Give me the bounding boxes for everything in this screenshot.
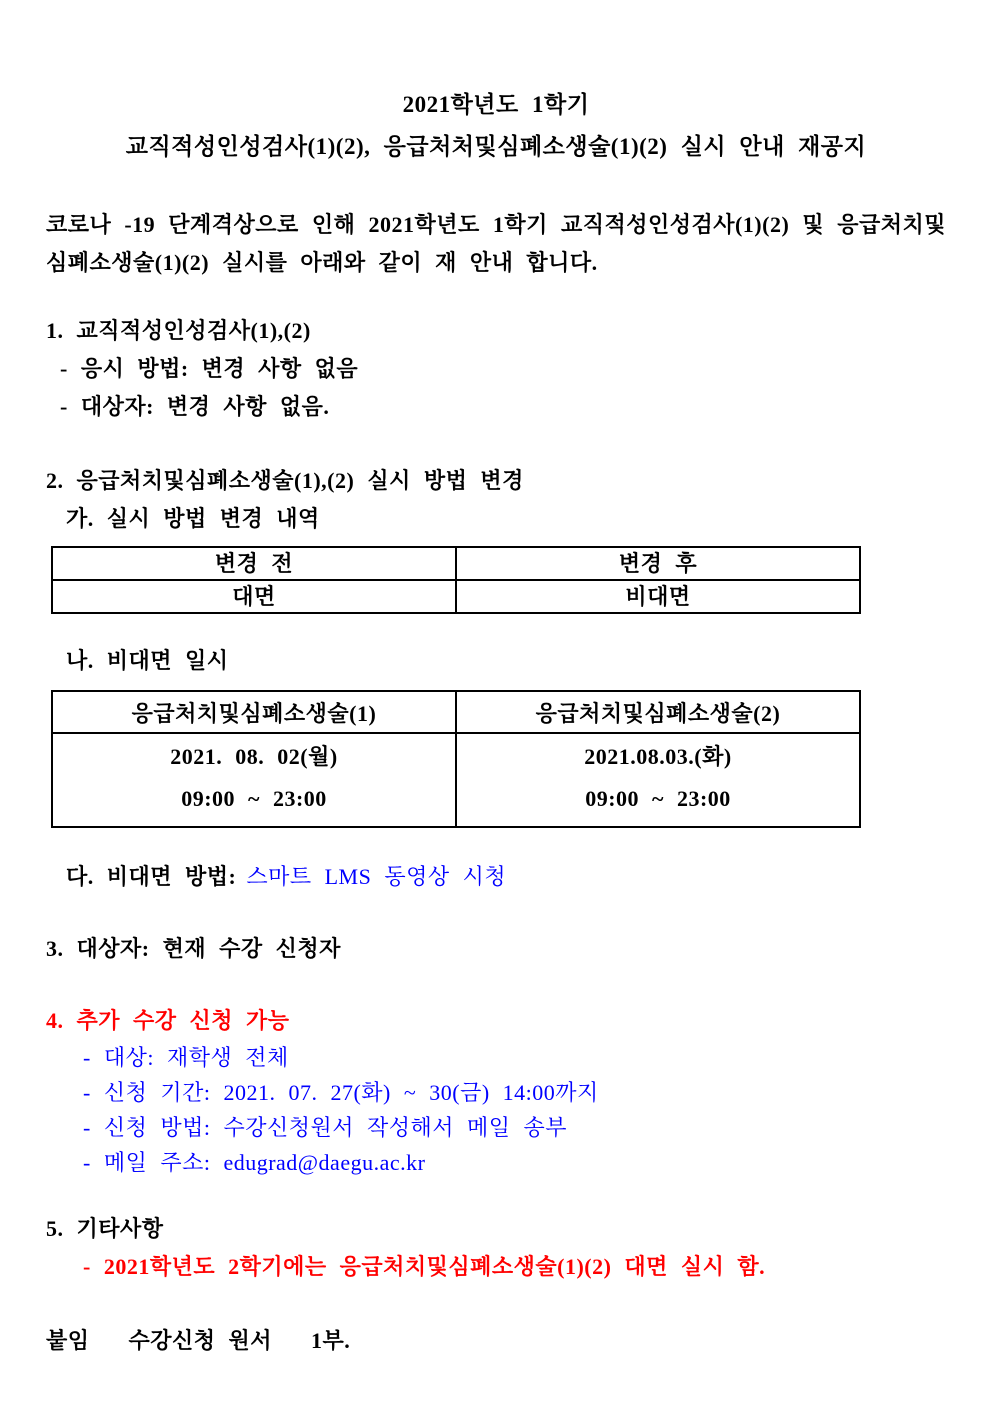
attachment-note: 붙임 수강신청 원서 1부. <box>46 1328 351 1353</box>
subsection-da-label: 다. 비대면 방법: <box>66 864 237 889</box>
intro-paragraph: 코로나 -19 단계격상으로 인해 2021학년도 1학기 교직적성인성검사(1)(2) 및 응급처치및심폐소생술(1)(2) 실시를 아래와 같이 재 안내 합니다. <box>46 212 946 275</box>
section-5-item-notice: - 2021학년도 2학기에는 응급처치및심폐소생술(1)(2) 대면 실시 함. <box>83 1254 766 1279</box>
subsection-na-heading: 나. 비대면 일시 <box>66 648 229 673</box>
change-table-header-row <box>52 547 860 580</box>
course1-time: 09:00 ~ 23:00 <box>181 786 327 811</box>
section-4-item-period: - 신청 기간: 2021. 07. 27(화) ~ 30(금) 14:00까지 <box>83 1080 599 1105</box>
section-1-item-target: - 대상자: 변경 사항 없음. <box>60 394 330 419</box>
schedule-table-header-course1: 응급처치및심폐소생술(1) <box>52 691 456 733</box>
schedule-table-cell-course2 <box>456 733 860 827</box>
section-1-heading: 1. 교직적성인성검사(1),(2) <box>46 318 311 343</box>
schedule-table <box>51 690 861 828</box>
section-4-item-method: - 신청 방법: 수강신청원서 작성해서 메일 송부 <box>83 1115 567 1140</box>
document-title-line1: 2021학년도 1학기 <box>402 92 590 117</box>
change-table-header-before: 변경 전 <box>52 547 456 580</box>
section-1-item-exam-method: - 응시 방법: 변경 사항 없음 <box>60 356 359 381</box>
subsection-ga-heading: 가. 실시 방법 변경 내역 <box>66 506 320 531</box>
section-3-heading: 3. 대상자: 현재 수강 신청자 <box>46 936 341 961</box>
schedule-table-cell-course1 <box>52 733 456 827</box>
section-2-heading: 2. 응급처치및심폐소생술(1),(2) 실시 방법 변경 <box>46 468 524 493</box>
document-title-line2: 교직적성인성검사(1)(2), 응급처처및심폐소생술(1)(2) 실시 안내 재공지 <box>125 134 867 159</box>
section-4-heading: 4. 추가 수강 신청 가능 <box>46 1008 290 1033</box>
subsection-da-line <box>66 858 946 896</box>
schedule-table-data-row <box>52 733 860 827</box>
change-table-header-after: 변경 후 <box>456 547 860 580</box>
subsection-da-value: 스마트 LMS 동영상 시청 <box>246 864 507 889</box>
schedule-table-header-row <box>52 691 860 733</box>
change-table-data-row <box>52 580 860 613</box>
section-5-heading: 5. 기타사항 <box>46 1216 164 1241</box>
change-table <box>51 546 861 614</box>
change-table-cell-before: 대면 <box>52 580 456 613</box>
course1-date: 2021. 08. 02(월) <box>170 744 338 769</box>
section-4-item-email: - 메일 주소: edugrad@daegu.ac.kr <box>83 1150 426 1175</box>
schedule-table-header-course2: 응급처치및심폐소생술(2) <box>456 691 860 733</box>
course2-date: 2021.08.03.(화) <box>584 744 732 769</box>
course2-time: 09:00 ~ 23:00 <box>585 786 731 811</box>
change-table-cell-after: 비대면 <box>456 580 860 613</box>
section-4-item-target: - 대상: 재학생 전체 <box>83 1045 289 1070</box>
